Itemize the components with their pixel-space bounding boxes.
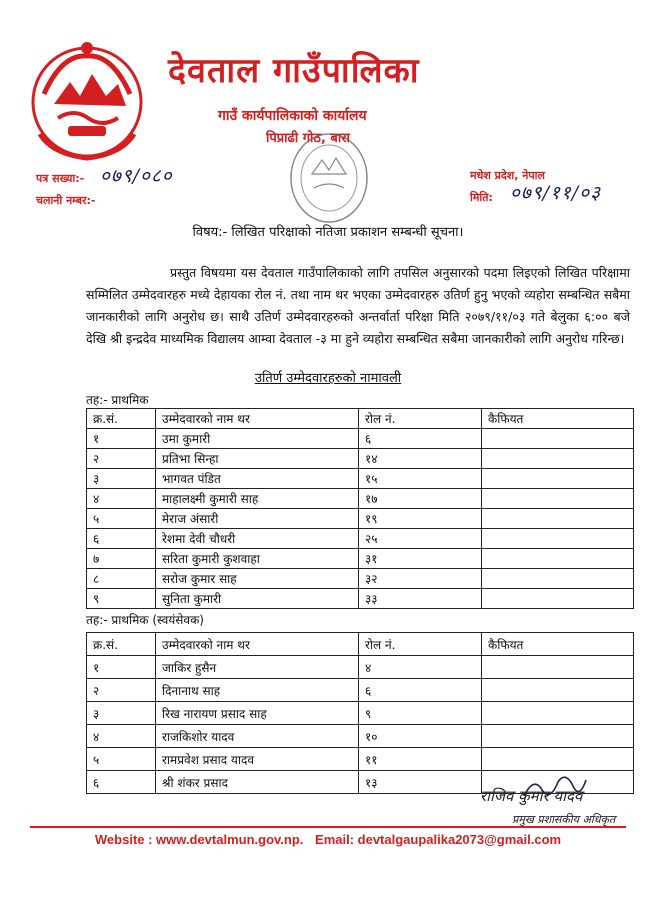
cell-remarks	[482, 725, 634, 748]
office-address: पिप्राढी गोठ, बारा	[266, 131, 350, 146]
cell-candidate-name: रेशमा देवी चौधरी	[156, 529, 359, 549]
cell-roll-number: १९	[359, 509, 482, 529]
col-roll-header: रोल नं.	[359, 409, 482, 429]
cell-serial: ६	[87, 771, 156, 794]
volunteer-candidates-table	[86, 632, 634, 794]
cell-serial: ६	[87, 529, 156, 549]
cell-candidate-name: जाकिर हुसैन	[156, 656, 359, 679]
col-roll-header: रोल नं.	[359, 633, 482, 656]
table-row	[87, 725, 634, 748]
cell-remarks	[482, 656, 634, 679]
cell-serial: ५	[87, 509, 156, 529]
table-row	[87, 469, 634, 489]
cell-remarks	[482, 569, 634, 589]
cell-remarks	[482, 589, 634, 609]
cell-roll-number: ९	[359, 702, 482, 725]
cell-remarks	[482, 489, 634, 509]
footer-email[interactable]: Email: devtalgaupalika2073@gmail.com	[315, 832, 562, 847]
table-row	[87, 748, 634, 771]
cell-serial: ८	[87, 569, 156, 589]
cell-serial: ४	[87, 725, 156, 748]
cell-candidate-name: उमा कुमारी	[156, 429, 359, 449]
cell-serial: ७	[87, 549, 156, 569]
cell-candidate-name: सुनिता कुमारी	[156, 589, 359, 609]
table-header-row	[87, 409, 634, 429]
cell-candidate-name: राजकिशोर यादव	[156, 725, 359, 748]
cell-roll-number: २५	[359, 529, 482, 549]
cell-serial: १	[87, 429, 156, 449]
municipality-title: देवताल गाउँपालिका	[168, 51, 420, 91]
cell-remarks	[482, 549, 634, 569]
footer-website[interactable]: Website : www.devtalmun.gov.np.	[94, 832, 304, 847]
office-subtitle: गाउँ कार्यपालिकाको कार्यालय	[218, 108, 367, 124]
cell-remarks	[482, 748, 634, 771]
cell-candidate-name: सरोज कुमार साह	[156, 569, 359, 589]
date-value: ०७९/११/०३	[510, 182, 601, 204]
table-row	[87, 656, 634, 679]
notice-body: प्रस्तुत विषयमा यस देवताल गाउँपालिकाको लागि तपसिल अनुसारको पदमा लिइएको लिखित परिक्षामा सम्मिलित उम्मेदवारहरु मध्ये देहायका रोल नं. तथा नाम थर भएका उम्मेदवारहरु उतिर्ण हुनु भएको व्यहोरा सम्बन्धित सबैमा जानकारीको लागि अनुरोध छ। साथै उतिर्ण उम्मेदवारहरुको अन्तर्वार्ता परिक्षा मिति २०७९/११/०३ गते बेलुका ६:०० बजे देखि श्री इन्द्रदेव माध्यमिक विद्यालय आम्वा देवताल -३ मा हुने व्यहोरा सम्बन्धित सबैमा जानकारीको लागि अनुरोध गरिन्छ।	[86, 265, 630, 346]
table-row	[87, 569, 634, 589]
cell-remarks	[482, 529, 634, 549]
cell-serial: ४	[87, 489, 156, 509]
col-serial-header: क्र.सं.	[87, 409, 156, 429]
cell-serial: २	[87, 679, 156, 702]
col-serial-header: क्र.सं.	[87, 633, 156, 656]
table-row	[87, 429, 634, 449]
cell-serial: २	[87, 449, 156, 469]
cell-serial: ९	[87, 589, 156, 609]
cell-remarks	[482, 679, 634, 702]
cell-roll-number: १४	[359, 449, 482, 469]
table-row	[87, 702, 634, 725]
cell-candidate-name: दिनानाथ साह	[156, 679, 359, 702]
table-row	[87, 529, 634, 549]
cell-remarks	[482, 702, 634, 725]
table-row	[87, 489, 634, 509]
table-row	[87, 449, 634, 469]
cell-remarks	[482, 509, 634, 529]
table-row	[87, 589, 634, 609]
cell-candidate-name: सरिता कुमारी कुशवाहा	[156, 549, 359, 569]
table-row	[87, 509, 634, 529]
cell-serial: ३	[87, 469, 156, 489]
cell-remarks	[482, 429, 634, 449]
col-name-header: उम्मेदवारको नाम थर	[156, 633, 359, 656]
cell-serial: ३	[87, 702, 156, 725]
cell-serial: १	[87, 656, 156, 679]
cell-roll-number: १०	[359, 725, 482, 748]
cell-candidate-name: श्री शंकर प्रसाद	[156, 771, 359, 794]
signatory-title: प्रमुख प्रशासकीय अधिकृत	[512, 813, 616, 826]
province-label: मधेश प्रदेश, नेपाल	[470, 169, 545, 182]
cell-candidate-name: रिख नारायण प्रसाद साह	[156, 702, 359, 725]
date-label: मिति:	[470, 191, 493, 204]
cell-roll-number: ३३	[359, 589, 482, 609]
dispatch-number-label: चलानी नम्बर:-	[36, 194, 96, 207]
level-volunteer-label: तह:- प्राथमिक (स्वयंसेवक)	[86, 613, 204, 627]
subject-line: विषय:- लिखित परिक्षाको नतिजा प्रकाशन सम्बन्धी सूचना।	[192, 225, 464, 240]
cell-candidate-name: मेराज अंसारी	[156, 509, 359, 529]
cell-candidate-name: माहालक्ष्मी कुमारी साह	[156, 489, 359, 509]
col-name-header: उम्मेदवारको नाम थर	[156, 409, 359, 429]
cell-candidate-name: भागवत पंडित	[156, 469, 359, 489]
signatory-name: राजिव कुमार यादव	[480, 787, 583, 805]
cell-roll-number: ६	[359, 679, 482, 702]
table-row	[87, 679, 634, 702]
cell-remarks	[482, 469, 634, 489]
cell-remarks	[482, 449, 634, 469]
letter-number-label: पत्र सख्या:-	[36, 172, 85, 185]
nepal-emblem-logo	[22, 34, 152, 164]
cell-roll-number: १३	[359, 771, 482, 794]
col-remarks-header: कैफियत	[482, 633, 634, 656]
cell-roll-number: १५	[359, 469, 482, 489]
cell-roll-number: ६	[359, 429, 482, 449]
footer-contact	[0, 832, 656, 847]
primary-candidates-table	[86, 408, 634, 609]
table-header-row	[87, 633, 634, 656]
cell-roll-number: ४	[359, 656, 482, 679]
cell-serial: ५	[87, 748, 156, 771]
cell-roll-number: ३१	[359, 549, 482, 569]
cell-candidate-name: रामप्रवेश प्रसाद यादव	[156, 748, 359, 771]
list-heading: उतिर्ण उम्मेदवारहरुको नामावली	[254, 371, 402, 386]
table-row	[87, 549, 634, 569]
cell-candidate-name: प्रतिभा सिन्हा	[156, 449, 359, 469]
office-stamp	[288, 130, 370, 226]
level-primary-label: तह:- प्राथमिक	[86, 393, 149, 407]
footer-divider	[30, 826, 626, 828]
col-remarks-header: कैफियत	[482, 409, 634, 429]
cell-roll-number: ११	[359, 748, 482, 771]
cell-roll-number: ३२	[359, 569, 482, 589]
cell-roll-number: १७	[359, 489, 482, 509]
letter-number-value: ०७९/०८०	[100, 165, 173, 187]
